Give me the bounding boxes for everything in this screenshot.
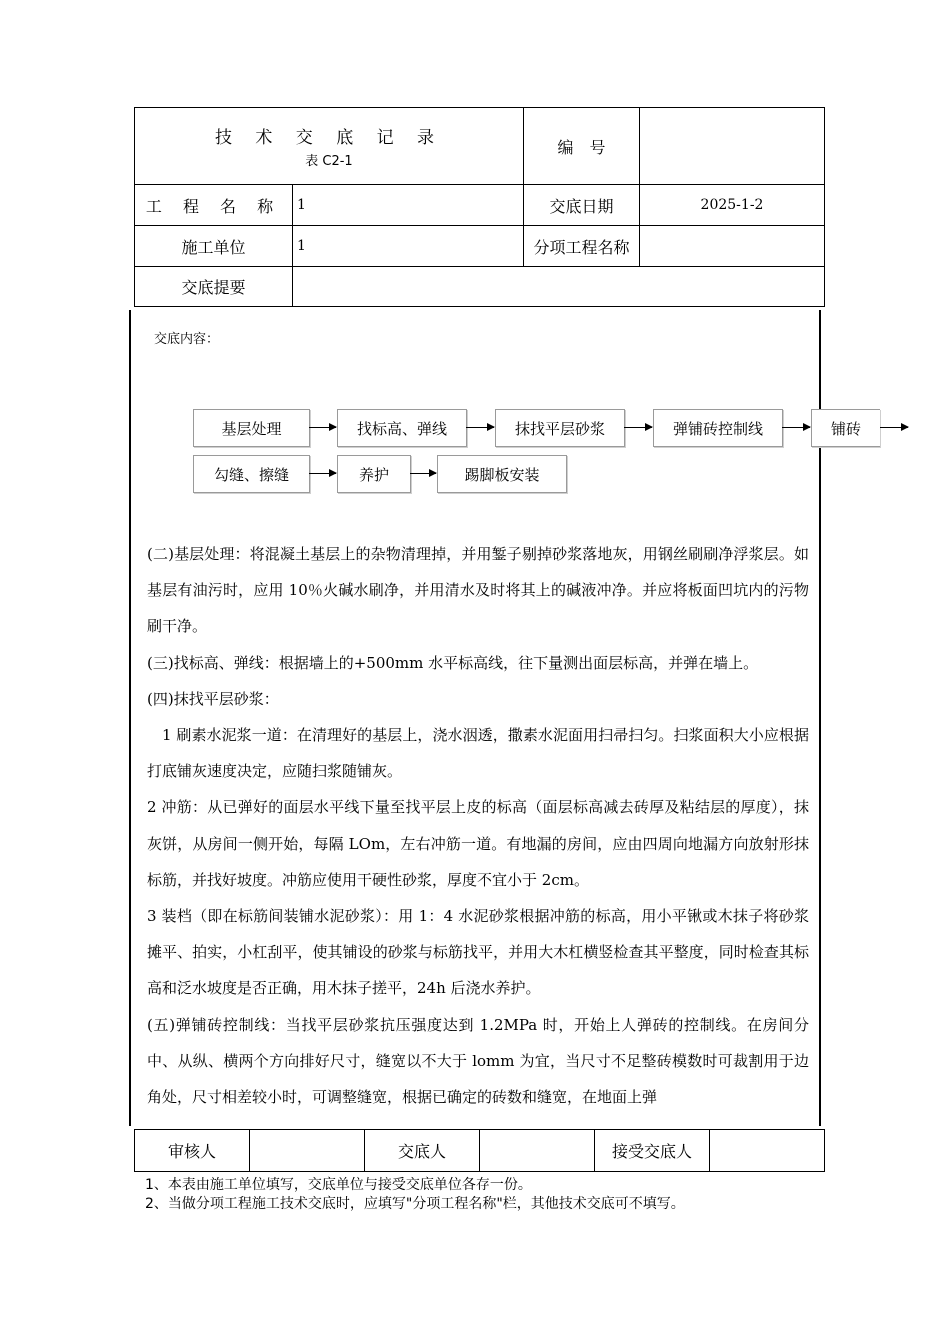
disclosure-text	[147, 536, 809, 1115]
footnote-1: 1、本表由施工单位填写，交底单位与接受交底单位各存一份。	[145, 1177, 532, 1193]
flow-arrow	[410, 473, 436, 474]
discloser-label: 交底人	[365, 1130, 480, 1172]
receiver-label: 接受交底人	[595, 1130, 710, 1172]
flow-step-base-treatment: 基层处理	[193, 409, 310, 447]
flow-step-control-lines: 弹铺砖控制线	[653, 409, 783, 447]
footnotes	[145, 1176, 685, 1214]
discloser-value[interactable]	[480, 1130, 595, 1172]
flow-step-curing: 养护	[337, 455, 411, 493]
signature-table	[134, 1129, 825, 1172]
construction-unit-label: 施工单位	[135, 226, 293, 267]
footnote-2: 2、当做分项工程施工技术交底时，应填写"分项工程名称"栏，其他技术交底可不填写。	[145, 1196, 685, 1212]
flow-arrow-continue	[880, 427, 908, 428]
date-value[interactable]: 2025-1-2	[640, 185, 825, 226]
title-cell	[135, 108, 524, 185]
flow-arrow	[782, 427, 810, 428]
summary-value[interactable]	[293, 267, 825, 307]
paragraph-cement-slurry: 1 刷素水泥浆一道：在清理好的基层上，浇水洇透，撒素水泥面用扫帚扫匀。扫浆面积大小应根据打底铺灰速度决定，应随扫浆随铺灰。	[147, 726, 809, 781]
paragraph-leveling-lines: (三)找标高、弹线：根据墙上的+500mm 水平标高线，往下量测出面层标高，并弹在墙上。	[147, 653, 759, 672]
project-name-value[interactable]: 1	[293, 185, 524, 226]
number-value[interactable]	[640, 108, 825, 185]
paragraph-screed-strips: 2 冲筋：从已弹好的面层水平线下量至找平层上皮的标高（面层标高减去砖厚及粘结层的厚度），抹灰饼，从房间一侧开始，每隔 LOm，左右冲筋一道。有地漏的房间，应由四周向地漏方向放射形抹标筋，并找好坡度。冲筋应使用干硬性砂浆，厚度不宜小于 2cm。	[147, 798, 809, 889]
flow-step-skirting: 踢脚板安装	[437, 455, 567, 493]
paragraph-base-treatment: (二)基层处理：将混凝土基层上的杂物清理掉，并用錾子剔掉砂浆落地灰，用钢丝刷刷净浮浆层。如基层有油污时，应用 10％火碱水刷净，并用清水及时将其上的碱液冲净。并应将板面凹坑内的污物刷干净。	[147, 545, 809, 636]
flow-step-leveling-lines: 找标高、弹线	[337, 409, 467, 447]
reviewer-label: 审核人	[135, 1130, 250, 1172]
header-table	[134, 107, 825, 307]
form-code: 表 C2-1	[305, 154, 353, 169]
project-name-label: 工 程 名 称	[135, 185, 293, 226]
flow-arrow	[466, 427, 494, 428]
paragraph-control-lines: (五)弹铺砖控制线：当找平层砂浆抗压强度达到 1.2MPa 时，开始上人弹砖的控制线。在房间分中、从纵、横两个方向排好尺寸，缝宽以不大于 lomm 为宜，当尺寸不足整砖模数时可裁割用于边角处，尺寸相差较小时，可调整缝宽，根据已确定的砖数和缝宽，在地面上弹	[147, 1015, 809, 1107]
receiver-value[interactable]	[710, 1130, 825, 1172]
flow-step-jointing: 勾缝、擦缝	[193, 455, 310, 493]
sub-project-value[interactable]	[640, 226, 825, 267]
reviewer-value[interactable]	[250, 1130, 365, 1172]
flow-arrow	[309, 473, 336, 474]
document-title: 技 术 交 底 记 录	[214, 128, 444, 148]
flow-step-leveling-mortar: 抹找平层砂浆	[495, 409, 625, 447]
summary-label: 交底提要	[135, 267, 293, 307]
sub-project-label: 分项工程名称	[524, 226, 640, 267]
date-label: 交底日期	[524, 185, 640, 226]
flow-arrow	[309, 427, 336, 428]
content-area	[129, 310, 861, 1126]
paragraph-leveling-mortar: (四)抹找平层砂浆：	[147, 689, 279, 708]
flow-step-tiling: 铺砖	[811, 409, 880, 447]
content-intro: 交底内容：	[154, 332, 220, 347]
paragraph-fill-mortar: 3 装档（即在标筋间装铺水泥砂浆）：用 1：4 水泥砂浆根据冲筋的标高，用小平锹或木抹子将砂浆摊平、拍实，小杠刮平，使其铺设的砂浆与标筋找平，并用大木杠横竖检查其平整度，同时检查其标高和泛水坡度是否正确，用木抹子搓平，24h 后浇水养护。	[147, 907, 809, 998]
construction-unit-value[interactable]: 1	[293, 226, 524, 267]
number-label: 编 号	[524, 108, 640, 185]
flow-arrow	[624, 427, 652, 428]
